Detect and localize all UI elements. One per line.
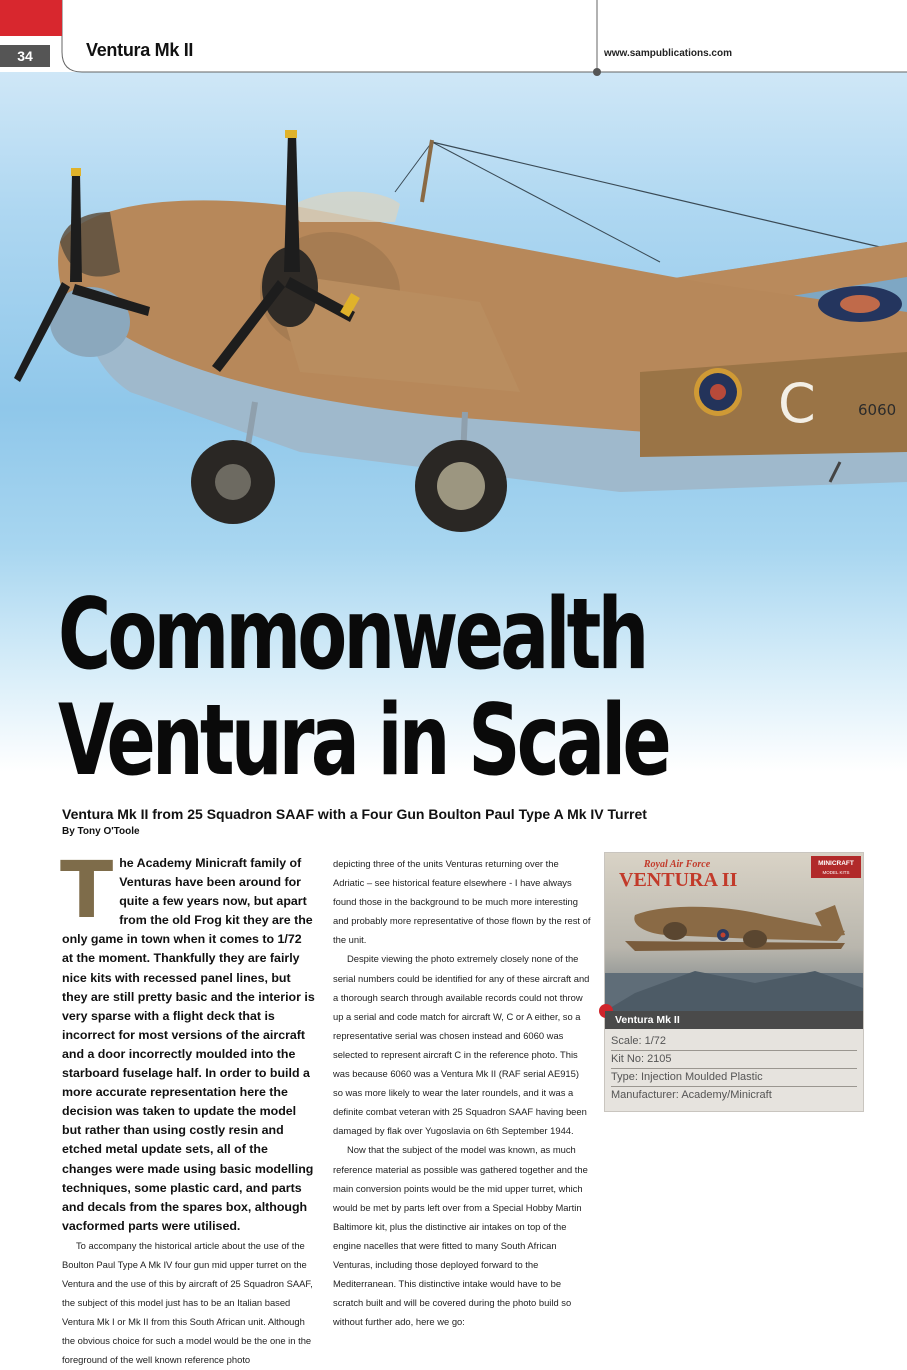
article-column-1 <box>60 846 316 1370</box>
red-corner-tab <box>0 0 62 36</box>
box-art-image <box>605 853 863 1011</box>
spec-scale: Scale: 1/72 <box>611 1033 857 1051</box>
code-letter-marking: C <box>778 372 816 435</box>
spec-type: Type: Injection Moulded Plastic <box>611 1069 857 1087</box>
serial-marking: 6060 <box>858 401 897 419</box>
box-brand: MINICRAFT <box>818 860 854 867</box>
body-paragraph-1: To accompany the historical article about the use of the Boulton Paul Type A Mk IV four gun mid upper turret on the Ventura and the use of this by aircraft of 25 Squadron SAAF, the subject of this model just has to be an Italian based Ventura Mk I or Mk II from this South African unit. Although the obvious choice for such a model would be the one in the foreground of the well known reference photo <box>62 1239 313 1366</box>
byline: By Tony O'Toole <box>62 826 140 837</box>
kit-box-art <box>605 853 863 1011</box>
body-paragraph-3: Despite viewing the photo extremely closely none of the serial numbers could be identified for any of these aircraft and a thorough search through available records could not throw up a serial and code match for aircraft W, C or A either, so a representative serial was chosen instead and 6060 was selected to represent aircraft C in the reference photo. This was because 6060 was a Ventura Mk II (RAF serial AE915) so was more likely to wear the later roundels, and it was a definite combat veteran with 25 Squadron SAAF having been damaged by flak over Yugoslavia on 6th September 1944. <box>333 953 590 1137</box>
section-title: Ventura Mk II <box>86 40 194 60</box>
kit-box-heading: Ventura Mk II <box>605 1011 863 1029</box>
headline <box>58 578 668 798</box>
article-column-2 <box>333 854 591 1331</box>
headline-line-1: Commonwealth <box>58 578 646 692</box>
spec-manufacturer: Manufacturer: Academy/Minicraft <box>611 1089 772 1101</box>
drop-cap: T <box>60 846 114 936</box>
page-number: 34 <box>0 45 50 67</box>
lead-text: he Academy Minicraft family of Venturas have been around for quite a few years now, but apart from the old Frog kit they are the only game in town when it comes to 1/72 at the moment. Thankfully they are fairly nice kits with recessed panel lines, but they are still pretty basic and the interior is very sparse with a flight deck that is incorrect for most versions of the aircraft and a door incorrectly moulded into the starboard fuselage half. In order to build a more accurate representation here the decision was taken to update the model but rather than using costly resin and etched metal update sets, all of the changes were made using basic modelling techniques, some plastic card, and parts and decals from the spares box, although vacformed parts were utilised. <box>62 856 315 1233</box>
lead-paragraph <box>60 846 316 1236</box>
body-paragraph-2: depicting three of the units Venturas returning over the Adriatic – see historical feature elsewhere - I have always found those in the background to be much more interesting and probably more representative of those flown by the rest of the unit. <box>333 858 591 946</box>
box-title-small: Royal Air Force <box>643 859 711 870</box>
headline-line-2: Ventura in Scale <box>58 684 668 798</box>
spec-kit-number: Kit No: 2105 <box>611 1051 857 1069</box>
subheading: Ventura Mk II from 25 Squadron SAAF with a Four Gun Boulton Paul Type A Mk IV Turret <box>62 806 647 822</box>
box-title: VENTURA II <box>619 869 738 891</box>
box-brand-sub: MODEL KITS <box>822 870 850 875</box>
body-paragraph-4: Now that the subject of the model was known, as much reference material as possible was gathered together and the main conversion points would be the mid upper turret, which would be met by parts left over from a Special Hobby Martin Baltimore kit, plus the distinctive air intakes on top of the engine nacelles that were fitted to many South African Venturas, including those deployed forward to the Mediterranean. This distinctive intake would have to be scratch built and will be covered during the photo build so without further ado, here we go: <box>333 1144 588 1328</box>
kit-info-box <box>604 852 864 1112</box>
website-link[interactable]: www.sampublications.com <box>604 48 732 59</box>
